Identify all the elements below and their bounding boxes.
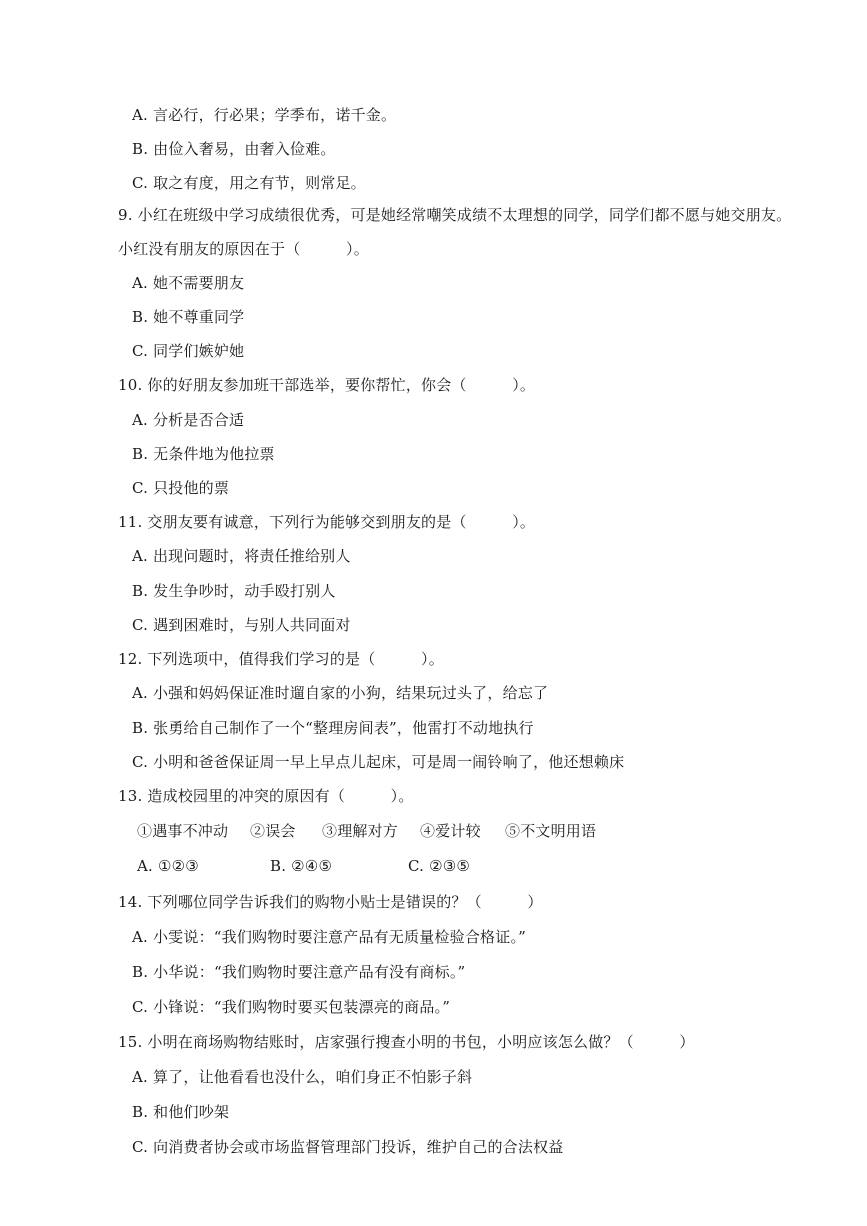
q8-option-b: B. 由俭入奢易，由奢入俭难。 — [132, 140, 336, 158]
q8-option-c: C. 取之有度，用之有节，则常足。 — [132, 174, 366, 192]
q8-option-a: A. 言必行，行必果；学季布，诺千金。 — [132, 106, 397, 124]
q14-option-a: A. 小雯说：“我们购物时要注意产品有无质量检验合格证。” — [132, 928, 527, 946]
q12-option-c: C. 小明和爸爸保证周一早上早点儿起床，可是周一闹铃响了，他还想赖床 — [132, 753, 625, 771]
q14-stem: 14. 下列哪位同学告诉我们的购物小贴士是错误的？（ ） — [118, 893, 543, 911]
q11-option-c: C. 遇到困难时，与别人共同面对 — [132, 616, 351, 634]
q13-item-5: ⑤不文明用语 — [505, 822, 597, 840]
q15-option-c: C. 向消费者协会或市场监督管理部门投诉，维护自己的合法权益 — [132, 1138, 564, 1156]
q15-stem: 15. 小明在商场购物结账时，店家强行搜查小明的书包，小明应该怎么做？（ ） — [118, 1033, 695, 1051]
q11-option-a: A. 出现问题时，将责任推给别人 — [132, 547, 351, 565]
q9-stem-line2: 小红没有朋友的原因在于（ ）。 — [118, 240, 369, 258]
q10-option-a: A. 分析是否合适 — [132, 411, 245, 429]
q12-option-a: A. 小强和妈妈保证准时遛自家的小狗，结果玩过头了，给忘了 — [132, 684, 549, 702]
q14-option-c: C. 小锋说：“我们购物时要买包装漂亮的商品。” — [132, 998, 451, 1016]
q10-option-c: C. 只投他的票 — [132, 479, 230, 497]
q9-option-b: B. 她不尊重同学 — [132, 308, 245, 326]
q13-item-4: ④爱计较 — [420, 822, 481, 840]
q9-stem-line1: 9. 小红在班级中学习成绩很优秀，可是她经常嘲笑成绩不太理想的同学，同学们都不愿与她交朋友。 — [118, 206, 792, 224]
q10-stem: 10. 你的好朋友参加班干部选举，要你帮忙，你会（ ）。 — [118, 376, 536, 394]
q14-option-b: B. 小华说：“我们购物时要注意产品有没有商标。” — [132, 963, 466, 981]
q15-option-b: B. 和他们吵架 — [132, 1103, 230, 1121]
q9-option-a: A. 她不需要朋友 — [132, 274, 245, 292]
q13-option-a: A. ①②③ — [137, 857, 199, 875]
q13-stem: 13. 造成校园里的冲突的原因有（ ）。 — [118, 787, 414, 805]
q11-stem: 11. 交朋友要有诚意，下列行为能够交到朋友的是（ ）。 — [118, 513, 536, 531]
q13-item-2: ②误会 — [250, 822, 296, 840]
q15-option-a: A. 算了，让他看看也没什么，咱们身正不怕影子斜 — [132, 1068, 473, 1086]
q13-option-b: B. ②④⑤ — [270, 857, 333, 875]
q10-option-b: B. 无条件地为他拉票 — [132, 445, 275, 463]
q12-stem: 12. 下列选项中，值得我们学习的是（ ）。 — [118, 650, 444, 668]
q12-option-b: B. 张勇给自己制作了一个“整理房间表”，他雷打不动地执行 — [132, 719, 534, 737]
q13-item-1: ①遇事不冲动 — [137, 822, 229, 840]
q11-option-b: B. 发生争吵时，动手殴打别人 — [132, 582, 336, 600]
q13-item-3: ③理解对方 — [322, 822, 399, 840]
q13-option-c: C. ②③⑤ — [408, 857, 471, 875]
q9-option-c: C. 同学们嫉妒她 — [132, 342, 245, 360]
